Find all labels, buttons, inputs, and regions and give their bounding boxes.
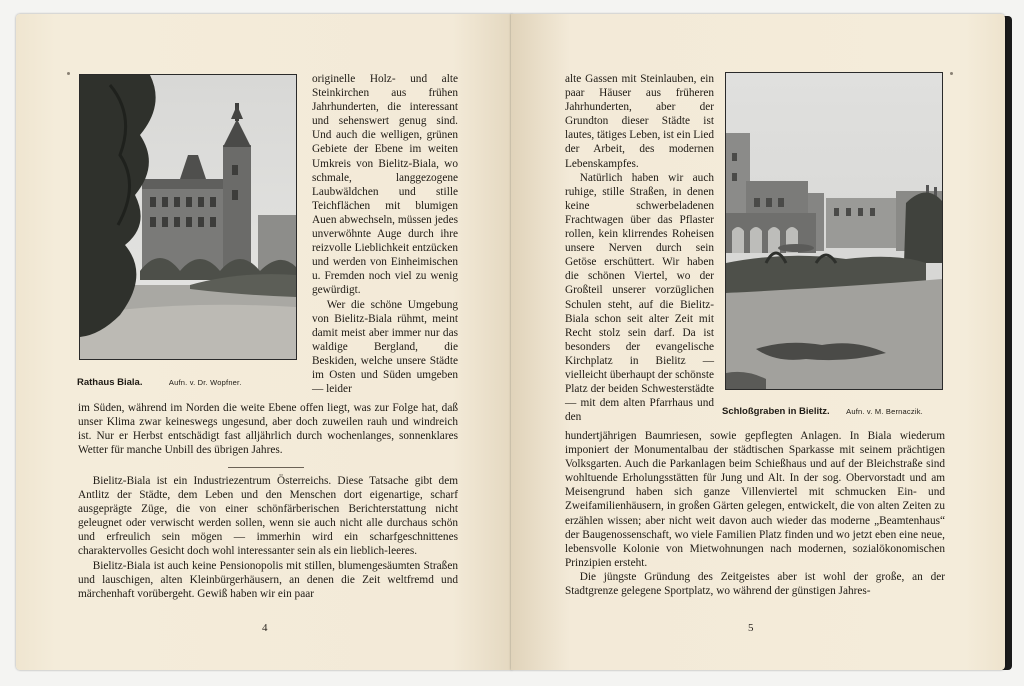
schlossgraben-caption bbox=[722, 401, 962, 419]
schlossgraben-illustration bbox=[726, 73, 942, 389]
paragraph: Bielitz-Biala ist auch keine Pensionopolis mit stillen, blumengesäumten Straßen und lauschigen, alten Kleinbürgerhäusern, an denen die Zeit weltfremd und märchenhaft vorübergeht. Gewiß haben wir ein paar bbox=[78, 559, 458, 600]
paragraph: alte Gassen mit Steinlauben, ein paar Häuser aus früheren Jahrhunderten, aber der Grundton dieser Städte ist lautes, tätiges Leben, ist ein Lied der Arbeit, des modernen Lebenskampfes. bbox=[565, 73, 715, 170]
caption-credit: Aufn. v. Dr. Wopfner. bbox=[168, 378, 242, 387]
rathaus-caption bbox=[77, 372, 307, 390]
caption-title: Rathaus Biala. bbox=[77, 377, 143, 388]
page-number-left: 4 bbox=[262, 622, 268, 634]
paragraph: hundertjährigen Baumriesen, sowie gepflegten Anlagen. In Biala wiederum imponiert der Monumentalbau der städtischen Sparkasse mit seinem prächtigen Volksgarten. Auch die Parkanlagen beim Schießhaus und auf der Bleichstraße sind wohltuende Erholungsstätten für Jung und Alt. In der sog. Obervorstadt und am Meisengrund haben sich ganze Villenviertel mit schmucken Ein- und Zweifamilienhäusern, in großen Gärten gelegen, entwickelt, die von alten Zeiten zu erzählen wissen; aber nicht weit davon auch wieder das moderne „Beamtenhaus“ der Baugenossenschaft, wo viele Familien Platz finden und wo jetzt eben eine neue, lebensvolle Kolonie von Mietwohnungen nach modernen, sozialökonomischen Prinzipien ersteht. bbox=[565, 430, 945, 569]
section-divider bbox=[228, 467, 304, 468]
paragraph: Die jüngste Gründung des Zeitgeistes aber ist wohl der große, an der Stadtgrenze gelegene Sportplatz, wo während der günstigen Jahres- bbox=[565, 570, 945, 598]
rathaus-biala-photo bbox=[79, 74, 297, 360]
left-full-text-2 bbox=[78, 474, 458, 601]
paragraph: originelle Holz- und alte Steinkirchen aus frühen Jahrhunderten, die interessant und sehenswert genug sind. Und auch die welligen, grünen Gebiete der Ebene im weiten Umkreis von Bielitz-Biala, wo schmale, langgezogene Laubwäldchen und stille Teichflächen mit blumigen Auen abwechseln, müssen jedes unverwöhnte Auge durch ihre reizvolle Lieblichkeit entzücken und werden von Einheimischen u. Fremden noch viel zu wenig gewürdigt. bbox=[312, 73, 458, 297]
paragraph: im Süden, während im Norden die weite Ebene offen liegt, was zur Folge hat, daß unser Klima zwar keineswegs ungesund, aber doch zuweilen rauh und windreich ist. Nur er Herbst entschädigt fast alljährlich durch wochenlanges, sonnenklares Wetter für manche Unbill des übrigen Jahres. bbox=[78, 402, 458, 457]
paragraph: Natürlich haben wir auch ruhige, stille Straßen, in denen keine schwerbeladenen Frachtwagen über das Pflaster rollen, kein klirrendes Roheisen unsere Nerven durch sein Getöse erschüttert. Wir haben die schönen Viertel, wo der Großteil unserer vorzüglichen Schulen steht, auf die Bielitz-Biala schon seit alter Zeit mit Recht stolz sein darf. Da ist besonders der evangelische Kirchplatz in Bielitz — vielleicht überhaupt der schönste Platz der beiden Schwesterstädte — mit dem alten Pfarrhaus und den bbox=[565, 171, 715, 424]
print-mark bbox=[67, 72, 70, 75]
schlossgraben-photo bbox=[725, 72, 943, 390]
paragraph: Bielitz-Biala ist ein Industriezentrum Österreichs. Diese Tatsache gibt dem Antlitz der Städte, dem Leben und den Menschen dort eigenartige, scharf ausgeprägte Züge, die von einer schönfärberischen Berichterstattung nicht geleugnet oder verwischt werden sollen, wenn sie auch nicht alle durchaus schön und erfreulich sein mögen — immerhin wird ein scharfgeschnittenes charaktervolles Gesicht doch wohl interessanter sein als ein lieblich-leeres. bbox=[78, 475, 458, 558]
rathaus-biala-illustration bbox=[80, 75, 296, 359]
right-column-text bbox=[565, 72, 714, 424]
left-column-text bbox=[312, 72, 458, 396]
left-full-text-1 bbox=[78, 401, 458, 457]
caption-title: Schloßgraben in Bielitz. bbox=[722, 406, 830, 417]
print-mark bbox=[950, 72, 953, 75]
paragraph: Wer die schöne Umgebung von Bielitz-Biala rühmt, meint damit meist aber immer nur das waldige Bergland, die Beskiden, welche unsere Städte im Osten und Süden umgeben — leider bbox=[312, 298, 458, 396]
caption-credit: Aufn. v. M. Bernaczik. bbox=[846, 407, 923, 416]
page-number-right: 5 bbox=[748, 622, 754, 634]
right-full-text bbox=[565, 429, 945, 598]
